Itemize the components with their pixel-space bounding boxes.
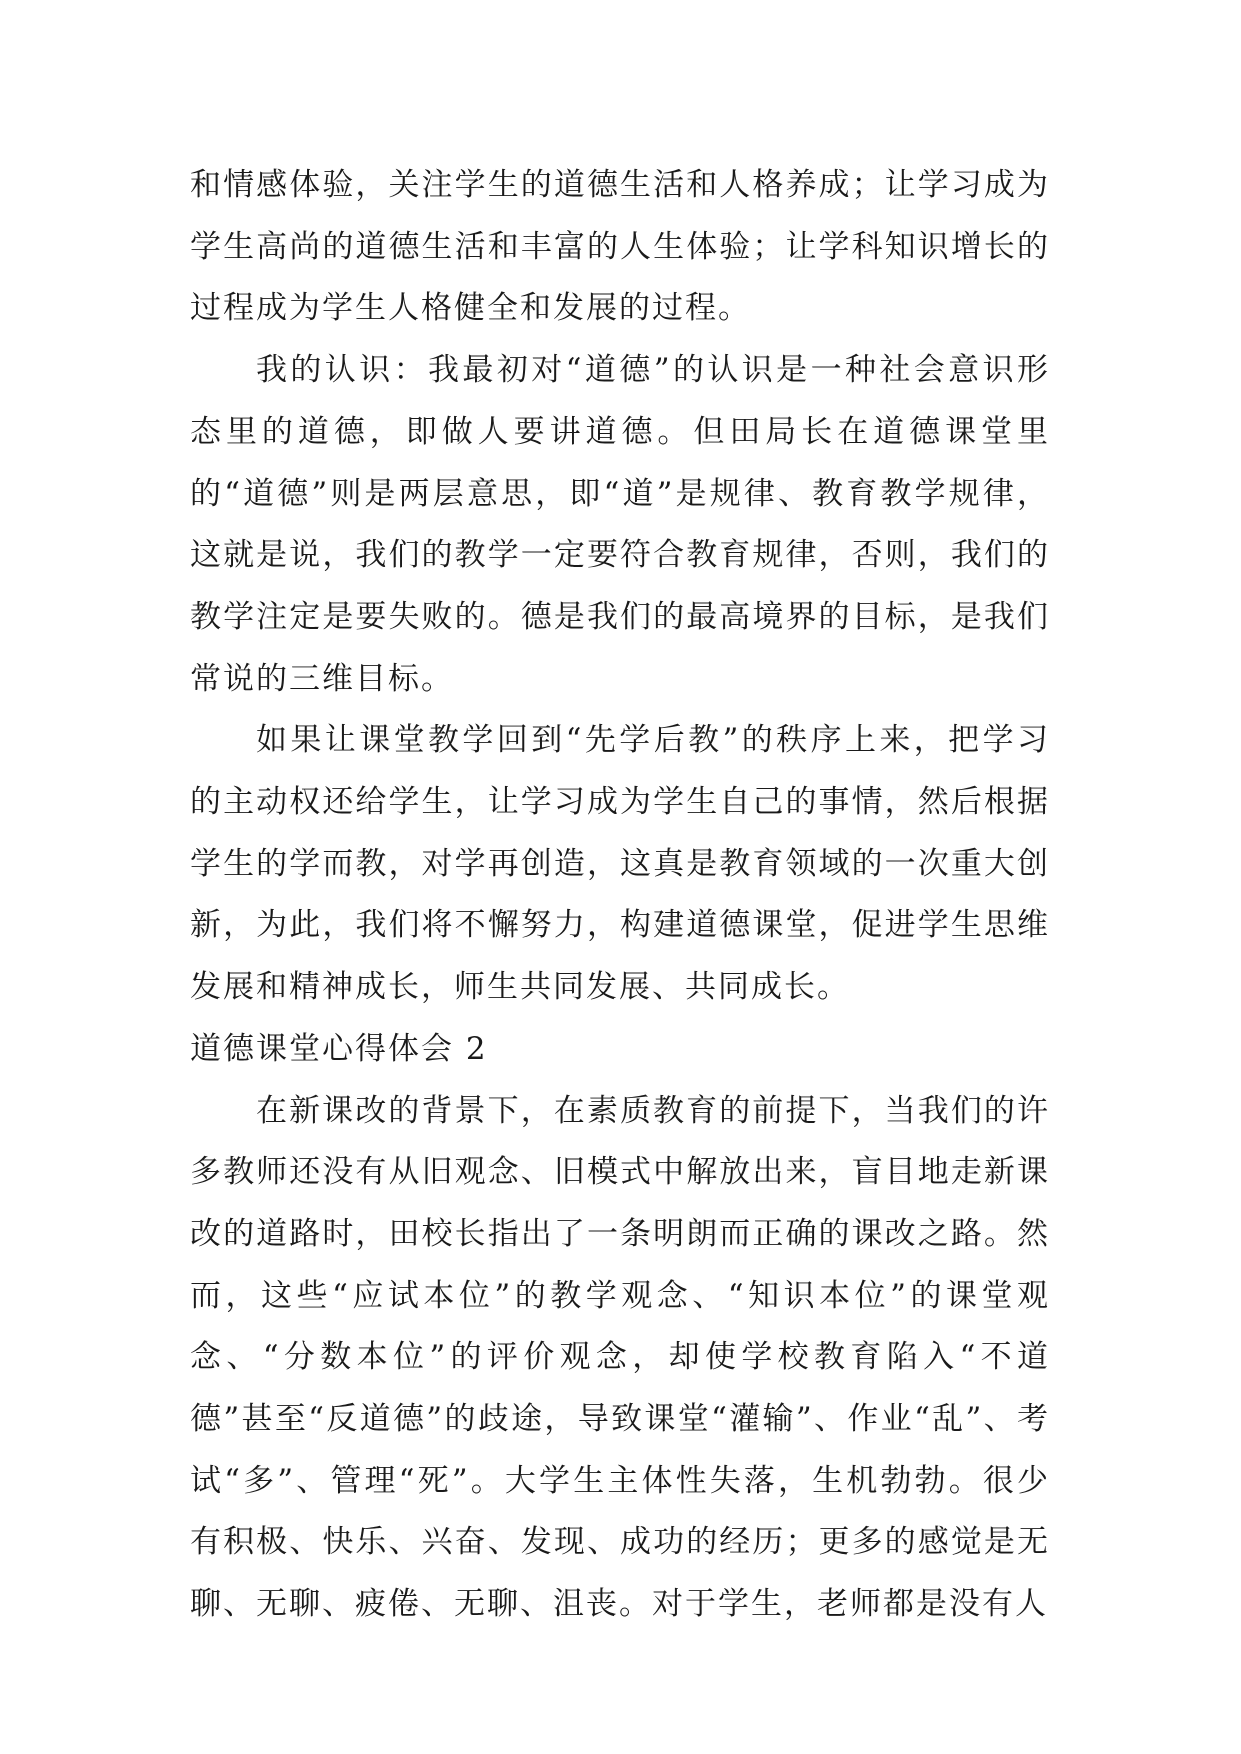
paragraph-1: 和情感体验，关注学生的道德生活和人格养成；让学习成为学生高尚的道德生活和丰富的人生体验；让学科知识增长的过程成为学生人格健全和发展的过程。 — [190, 167, 1050, 327]
paragraph-3: 如果让课堂教学回到“先学后教”的秩序上来，把学习的主动权还给学生，让学习成为学生自己的事情，然后根据学生的学而教，对学再创造，这真是教育领域的一次重大创新，为此，我们将不懈努力，构建道德课堂，促进学生思维发展和精神成长，师生共同发展、共同成长。 — [190, 722, 1050, 1006]
section-heading: 道德课堂心得体会 2 — [190, 1030, 488, 1067]
document-body — [190, 155, 1050, 1636]
paragraph-2: 我的认识：我最初对“道德”的认识是一种社会意识形态里的道德，即做人要讲道德。但田局长在道德课堂里的“道德”则是两层意思，即“道”是规律、教育教学规律，这就是说，我们的教学一定要符合教育规律，否则，我们的教学注定是要失败的。德是我们的最高境界的目标，是我们常说的三维目标。 — [190, 352, 1050, 697]
paragraph-4: 在新课改的背景下，在素质教育的前提下，当我们的许多教师还没有从旧观念、旧模式中解放出来，盲目地走新课改的道路时，田校长指出了一条明朗而正确的课改之路。然而，这些“应试本位”的教学观念、“知识本位”的课堂观念、“分数本位”的评价观念，却使学校教育陷入“不道德”甚至“反道德”的歧途，导致课堂“灌输”、作业“乱”、考试“多”、管理“死”。大学生主体性失落，生机勃勃。很少有积极、快乐、兴奋、发现、成功的经历；更多的感觉是无聊、无聊、疲倦、无聊、沮丧。对于学生，老师都是没有人 — [190, 1092, 1050, 1623]
